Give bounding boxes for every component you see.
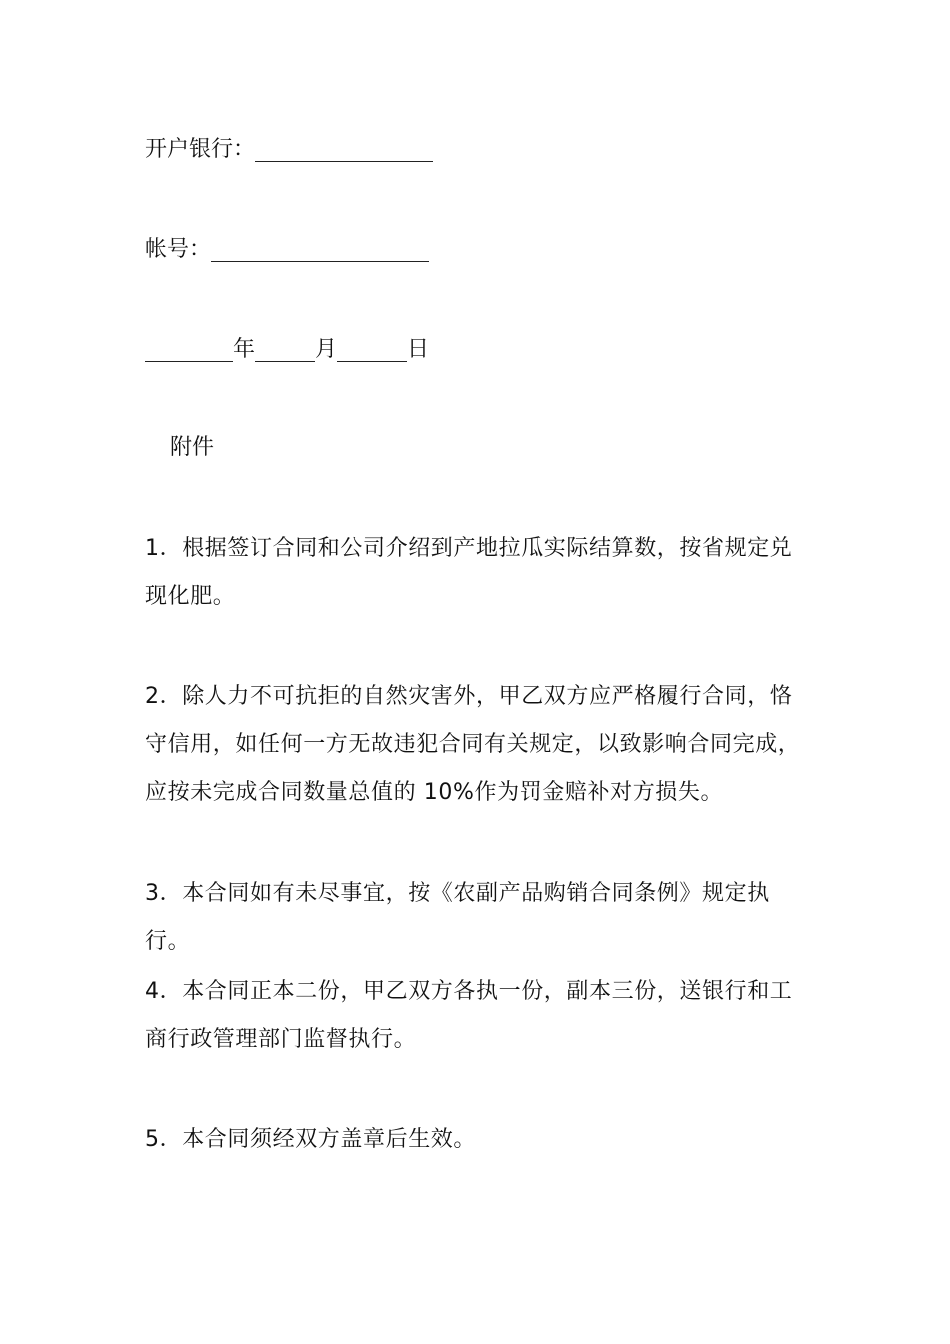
account-label: 帐号： bbox=[145, 237, 212, 262]
day-blank-field[interactable] bbox=[337, 339, 407, 362]
attachment-item-4: 4．本合同正本二份，甲乙双方各执一份，副本三份，送银行和工商行政管理部门监督执行。 bbox=[145, 979, 793, 1052]
year-blank-field[interactable] bbox=[145, 339, 233, 362]
attachment-item-2: 2．除人力不可抗拒的自然灾害外，甲乙双方应严格履行合同，恪守信用，如任何一方无故违犯合同有关规定，以致影响合同完成，应按未完成合同数量总值的 10%作为罚金赔补对方损失。 bbox=[145, 684, 801, 805]
bank-label: 开户银行： bbox=[145, 137, 256, 162]
attachment-item-5: 5．本合同须经双方盖章后生效。 bbox=[145, 1127, 476, 1152]
attachment-item-1: 1．根据签订合同和公司介绍到产地拉瓜实际结算数，按省规定兑现化肥。 bbox=[145, 536, 793, 609]
attachment-item-3: 3．本合同如有未尽事宜，按《农副产品购销合同条例》规定执行。 bbox=[145, 881, 770, 954]
date-row bbox=[145, 338, 429, 362]
bank-blank-field[interactable] bbox=[255, 139, 433, 162]
year-label: 年 bbox=[233, 337, 256, 362]
account-blank-field[interactable] bbox=[211, 239, 429, 262]
day-label: 日 bbox=[407, 337, 430, 362]
account-row bbox=[145, 238, 429, 262]
bank-row bbox=[145, 138, 433, 162]
attachment-title: 附件 bbox=[170, 435, 215, 460]
month-label: 月 bbox=[315, 337, 338, 362]
month-blank-field[interactable] bbox=[255, 339, 315, 362]
